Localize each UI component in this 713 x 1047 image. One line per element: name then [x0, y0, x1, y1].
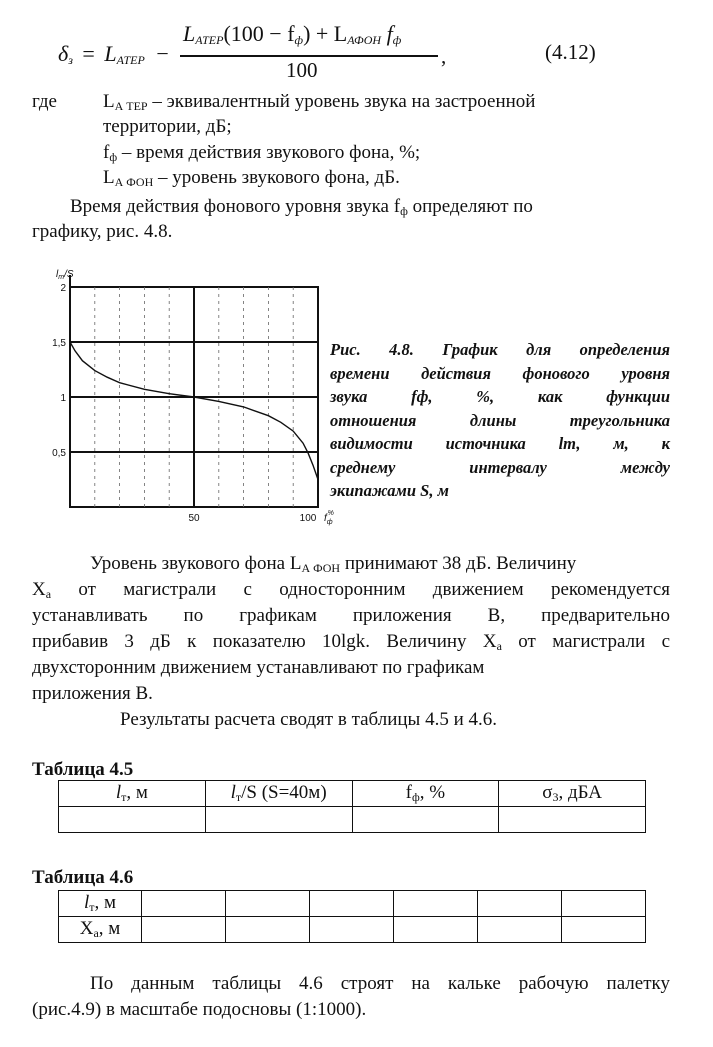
chart-y-tick-label: 1: [60, 393, 66, 404]
table-cell: [499, 807, 646, 833]
table-header-cell: $l_т$, м: [59, 781, 206, 807]
definition-1-continued: территории, дБ;: [103, 116, 232, 137]
figure-caption-line: Рис. 4.8. График для определения: [330, 340, 670, 359]
chart-y-tick-label: 2: [60, 283, 66, 294]
table-4-5: [58, 780, 646, 833]
paragraph-2-line-1: Уровень звукового фона $L_{А ФОН}$ принимают 38 дБ. Величину: [90, 553, 577, 575]
table-cell: [352, 807, 499, 833]
definition-where: где: [32, 91, 57, 112]
definition-1: $L_{А ТЕР}$ – эквивалентный уровень звука на застроенной: [103, 91, 536, 113]
figure-caption-line: отношения длины треугольника: [330, 410, 670, 430]
figure-caption: [330, 338, 670, 503]
paragraph-2-line-3: устанавливать по графикам приложения В, предварительно: [32, 605, 670, 626]
formula-denominator: 100: [286, 58, 318, 82]
chart-x-tick-label: 50: [188, 513, 200, 524]
paragraph-1-line-2: графику, рис. 4.8.: [32, 221, 173, 242]
table-row: [59, 781, 646, 807]
table-cell: [478, 917, 562, 943]
paragraph-1-line-1: Время действия фонового уровня звука $f_ф$ определяют по: [70, 196, 533, 218]
paragraph-2-line-4: прибавив 3 дБ к показателю 10lgk. Величину $X_а$ от магистрали с: [32, 631, 670, 653]
table-cell: [226, 891, 310, 917]
table-cell: [394, 891, 478, 917]
table-row: [59, 891, 646, 917]
table-cell: [394, 917, 478, 943]
table-cell: [142, 917, 226, 943]
table-cell: [310, 917, 394, 943]
figure-caption-line: времени действия фонового уровня: [330, 363, 670, 383]
table-cell: [310, 891, 394, 917]
table-cell: [205, 807, 352, 833]
table-4-6-title: Таблица 4.6: [32, 867, 134, 888]
chart-x-tick-label: 100: [299, 513, 317, 524]
table-4-5-title: Таблица 4.5: [32, 759, 134, 780]
table-cell: [562, 917, 646, 943]
figure-caption-line: экипажами S, м: [330, 481, 449, 500]
definition-3: $L_{А ФОН}$ – уровень звукового фона, дБ.: [103, 167, 400, 189]
chart-x-axis-label: $f_ф\%$: [324, 510, 334, 526]
table-row-header: $X_а$, м: [59, 917, 142, 943]
table-row: [59, 917, 646, 943]
figure-caption-line: среднему интервалу между: [330, 457, 670, 477]
table-cell: [226, 917, 310, 943]
paragraph-3-line-2: (рис.4.9) в масштабе подосновы (1:1000).: [32, 999, 367, 1020]
table-cell: [142, 891, 226, 917]
table-cell: [562, 891, 646, 917]
table-cell: [59, 807, 206, 833]
figure-caption-line: видимости источника lт, м, к: [330, 434, 670, 453]
figure-4-8-chart: [40, 262, 334, 526]
paragraph-2-line-2: $X_а$ от магистрали с односторонним движением рекомендуется: [32, 579, 670, 601]
paragraph-2-line-6: приложения В.: [32, 683, 153, 704]
table-header-cell: $f_ф$, %: [352, 781, 499, 807]
table-header-cell: $\sigma_3$, дБА: [499, 781, 646, 807]
chart-y-tick-label: 0,5: [52, 448, 66, 459]
chart-y-axis-label: $l_т/S$: [56, 269, 74, 281]
formula-numerator: $L_{АТЕР}(100 - f_ф) + L_{АФОН}$ $f_ф$: [183, 21, 402, 47]
table-4-6: [58, 890, 646, 943]
formula-number: (4.12): [545, 40, 596, 64]
definition-2: $f_ф$ – время действия звукового фона, %;: [103, 142, 421, 164]
chart-y-tick-label: 1,5: [52, 338, 66, 349]
formula-lhs: $\delta_з = L_{АТЕР}$ −: [58, 41, 169, 67]
paragraph-2-line-7: Результаты расчета сводят в таблицы 4.5 и 4.6.: [120, 709, 497, 730]
formula-comma: ,: [441, 44, 447, 68]
paragraph-3-line-1: По данным таблицы 4.6 строят на кальке рабочую палетку: [90, 973, 670, 994]
table-header-cell: $l_т/S$ (S=40м): [205, 781, 352, 807]
paragraph-2-line-5: двухсторонним движением устанавливают по графикам: [32, 657, 485, 678]
figure-caption-line: звука fф, %, как функции: [330, 387, 670, 406]
table-cell: [478, 891, 562, 917]
table-row: [59, 807, 646, 833]
table-row-header: $l_т$, м: [59, 891, 142, 917]
formula-fraction-line: [180, 55, 438, 57]
